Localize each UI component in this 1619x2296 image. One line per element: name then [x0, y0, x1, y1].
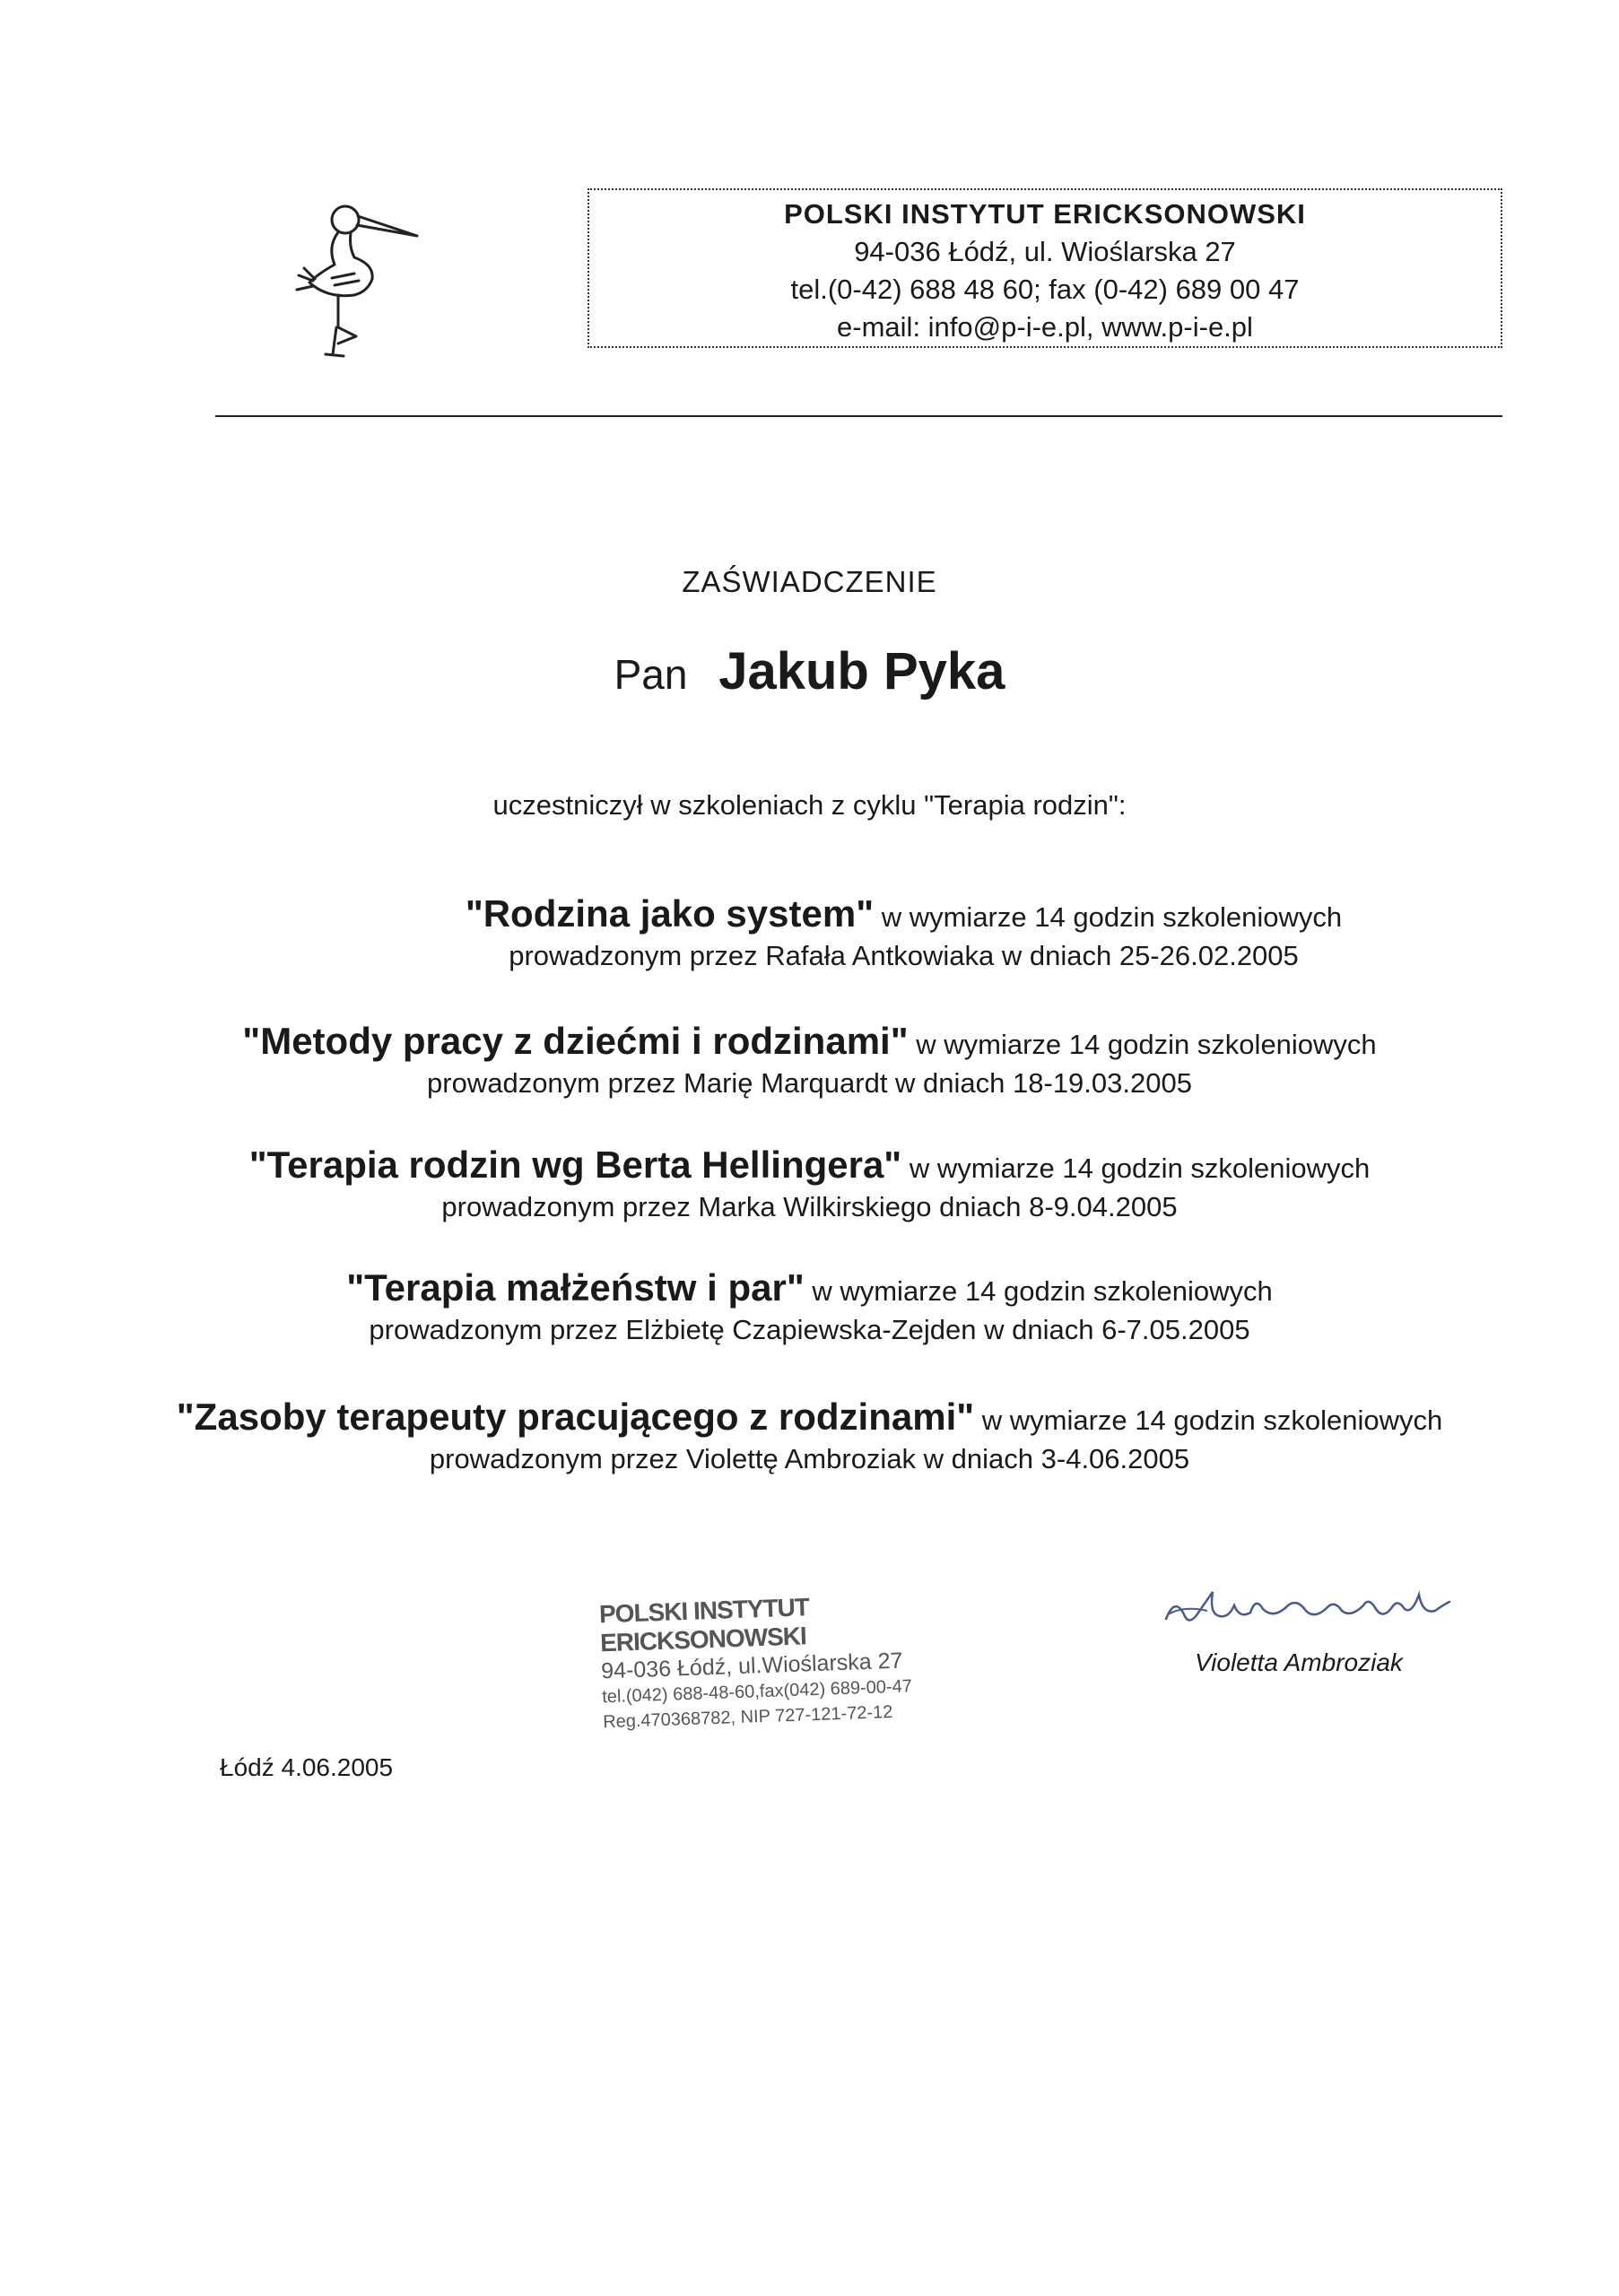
course-title: "Terapia rodzin wg Berta Hellingera": [248, 1144, 902, 1186]
course-scope: w wymiarze 14 godzin szkoleniowych: [908, 1029, 1377, 1060]
course-entry: [0, 1396, 1619, 1477]
stamp-registration: Reg.470368782, NIP 727-121-72-12: [602, 1702, 893, 1733]
course-title: "Rodzina jako system": [465, 892, 875, 935]
salutation: Pan: [614, 651, 688, 698]
stamp-phones: tel.(042) 688-48-60,fax(042) 689-00-47: [601, 1676, 913, 1708]
signer-name: Violetta Ambroziak: [1195, 1648, 1403, 1676]
course-entry: [94, 893, 1619, 974]
course-entry: [0, 1021, 1619, 1101]
course-scope: w wymiarze 14 godzin szkoleniowych: [874, 901, 1343, 933]
course-entry: [0, 1267, 1619, 1348]
handwritten-signature: [1157, 1578, 1480, 1641]
recipient-line: [0, 641, 1619, 701]
course-scope: w wymiarze 14 godzin szkoleniowych: [974, 1405, 1443, 1436]
institute-stamp: [599, 1587, 980, 1735]
course-details: prowadzonym przez Rafała Antkowiaka w dniach 25-26.02.2005: [509, 940, 1299, 971]
course-details: prowadzonym przez Violettę Ambroziak w dniach 3-4.06.2005: [429, 1443, 1190, 1474]
course-title: "Metody pracy z dziećmi i rodzinami": [242, 1020, 909, 1062]
course-details: prowadzonym przez Marka Wilkirskiego dniach 8-9.04.2005: [441, 1191, 1178, 1222]
course-title: "Terapia małżeństw i par": [346, 1266, 805, 1309]
institute-phone-fax: tel.(0-42) 688 48 60; fax (0-42) 689 00 47: [790, 274, 1300, 305]
course-details: prowadzonym przez Marię Marquardt w dniach 18-19.03.2005: [427, 1067, 1192, 1099]
document-title: ZAŚWIADCZENIE: [682, 565, 937, 598]
institute-name: POLSKI INSTYTUT ERICKSONOWSKI: [784, 198, 1306, 230]
course-scope: w wymiarze 14 godzin szkoleniowych: [901, 1152, 1371, 1184]
recipient-name: Jakub Pyka: [718, 642, 1005, 700]
stork-logo-icon: [292, 193, 426, 359]
intro-text: uczestniczył w szkoleniach z cyklu "Terapia rodzin":: [492, 789, 1127, 821]
course-details: prowadzonym przez Elżbietę Czapiewska-Zejden w dniach 6-7.05.2005: [369, 1314, 1250, 1345]
header-divider: [215, 415, 1502, 417]
stamp-name: POLSKI INSTYTUT ERICKSONOWSKI: [598, 1593, 810, 1657]
course-scope: w wymiarze 14 godzin szkoleniowych: [804, 1275, 1273, 1307]
place-date: Łódź 4.06.2005: [220, 1753, 394, 1781]
institute-address: 94-036 Łódź, ul. Wioślarska 27: [854, 236, 1236, 267]
institute-header: [588, 188, 1502, 348]
course-entry: [0, 1144, 1619, 1225]
course-title: "Zasoby terapeuty pracującego z rodzinami": [176, 1396, 975, 1438]
institute-contact: e-mail: info@p-i-e.pl, www.p-i-e.pl: [837, 311, 1253, 343]
stamp-address: 94-036 Łódź, ul.Wioślarska 27: [600, 1648, 903, 1684]
